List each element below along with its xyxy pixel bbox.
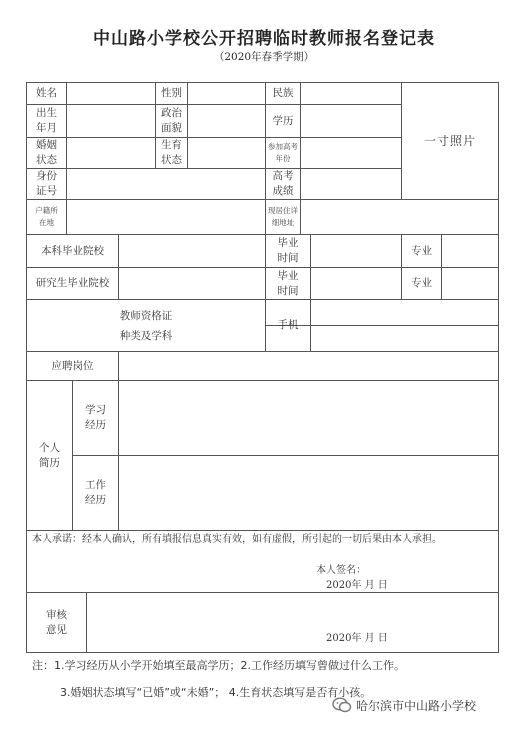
label-undergrad-school: 本科毕业院校: [41, 244, 104, 257]
form-title: 中山路小学校公开招聘临时教师报名登记表: [93, 29, 435, 49]
label-grad-time: [266, 235, 310, 267]
label-postgrad-time: [266, 268, 310, 299]
label-postgrad-major: 专业: [411, 277, 432, 289]
label-exam-year: [266, 138, 300, 168]
label-review: [27, 593, 86, 652]
label-review-line2: 意见: [46, 623, 67, 636]
work-history-field[interactable]: [119, 456, 498, 530]
education-field[interactable]: [301, 105, 401, 137]
label-residence-line1: 现居住详: [268, 206, 298, 215]
label-fertility-line2: 状态: [161, 154, 182, 166]
review-date: 2020年 月 日: [326, 633, 388, 644]
label-fertility-line1: 生育: [161, 139, 182, 151]
label-review-line1: 审核: [46, 608, 67, 621]
pledge-text: 本人承诺：经本人确认，所有填报信息真实有效，如有虚假，所引起的一切后果由本人承担。: [32, 534, 442, 545]
label-birth-line1: 出生: [36, 107, 57, 119]
label-id-line2: 证号: [36, 185, 57, 197]
label-id: [27, 169, 66, 199]
label-exam-score-line2: 成绩: [272, 185, 294, 197]
label-exam-year-line1: 参加高考: [268, 142, 298, 151]
label-exam-year-line2: 年份: [275, 154, 291, 163]
postgrad-school-field[interactable]: [119, 268, 265, 299]
label-gender: 性别: [161, 87, 182, 99]
undergrad-school-field[interactable]: [119, 235, 265, 267]
undergrad-major-field[interactable]: [442, 235, 498, 267]
label-residence: [266, 200, 300, 234]
note-line-1: 注：1.学习经历从小学开始填至最高学历；2.工作经历填写曾做过什么工作。: [32, 659, 405, 672]
label-hukou: [27, 200, 66, 234]
marital-field[interactable]: [67, 138, 155, 168]
review-field[interactable]: [87, 593, 498, 652]
label-postgrad-school: 研究生毕业院校: [35, 277, 110, 289]
label-hukou-line1: 户籍所: [35, 206, 58, 215]
phone-extra-field[interactable]: [311, 326, 498, 351]
label-birth-line2: 年月: [36, 122, 57, 134]
birth-field[interactable]: [67, 105, 155, 137]
label-teacher-cert-line2: 种类及学科: [119, 329, 173, 342]
label-education: 学历: [272, 114, 294, 127]
label-position: 应聘岗位: [51, 359, 94, 372]
label-marital: [27, 138, 66, 168]
pledge-date: 2020年 月 日: [326, 580, 388, 591]
label-study-line1: 学习: [85, 404, 106, 416]
postgrad-time-field[interactable]: [311, 268, 401, 299]
postgrad-major-field[interactable]: [442, 268, 498, 299]
label-ethnicity: 民族: [272, 87, 294, 99]
politics-field[interactable]: [188, 105, 265, 137]
label-study-line2: 经历: [85, 419, 106, 431]
form-subtitle: （2020年春季学期）: [213, 51, 315, 63]
residence-field[interactable]: [301, 200, 498, 234]
fertility-field[interactable]: [188, 138, 265, 168]
label-teacher-cert: [27, 300, 265, 351]
label-phone: 手机: [277, 319, 299, 331]
label-exam-score-line1: 高考: [272, 170, 294, 182]
label-politics-line2: 面貌: [161, 122, 182, 134]
label-major: 专业: [411, 244, 432, 257]
undergrad-time-field[interactable]: [311, 235, 401, 267]
label-work-line1: 工作: [85, 479, 106, 491]
photo-label: 一寸照片: [423, 133, 476, 148]
wechat-icon: [332, 696, 352, 714]
ethnicity-field[interactable]: [301, 83, 401, 104]
label-name: 姓名: [36, 87, 57, 99]
position-field[interactable]: [119, 352, 498, 380]
label-politics-line1: 政治: [161, 107, 182, 119]
id-number-field[interactable]: [67, 169, 265, 199]
label-resume: [27, 381, 72, 530]
label-birth: [27, 105, 66, 137]
label-postgrad-time-line1: 毕业: [277, 269, 299, 282]
label-teacher-cert-line1: 教师资格证: [119, 309, 173, 322]
exam-score-field[interactable]: [301, 169, 401, 199]
label-work-line2: 经历: [85, 494, 106, 506]
photo-area[interactable]: [402, 83, 498, 199]
phone-field[interactable]: [311, 300, 498, 325]
study-history-field[interactable]: [119, 381, 498, 455]
name-field[interactable]: [67, 83, 155, 104]
label-grad-time-line2: 时间: [277, 252, 299, 264]
label-residence-line2: 细地址: [271, 218, 295, 227]
label-grad-time-line1: 毕业: [277, 237, 299, 249]
hukou-field[interactable]: [67, 200, 265, 234]
label-exam-score: [266, 169, 300, 199]
gender-field[interactable]: [188, 83, 265, 104]
label-work-history: [73, 456, 118, 530]
label-resume-line2: 简历: [39, 456, 60, 469]
label-id-line1: 身份: [36, 170, 57, 182]
note-line-2: 3.婚姻状态填写“已婚”或“未婚”； 4.生育状态填写是否有小孩。: [60, 686, 372, 699]
label-postgrad-time-line2: 时间: [277, 284, 299, 297]
label-marital-line1: 婚姻: [36, 139, 57, 151]
label-study-history: [73, 381, 118, 455]
label-politics: [156, 105, 187, 137]
exam-year-field[interactable]: [301, 138, 401, 168]
label-marital-line2: 状态: [36, 154, 57, 166]
label-fertility: [156, 138, 187, 168]
watermark-text: 哈尔滨市中山路小学校: [356, 699, 477, 713]
label-hukou-line2: 在地: [39, 218, 54, 227]
label-resume-line1: 个人: [39, 441, 60, 454]
signature-label: 本人签名：: [316, 565, 366, 576]
